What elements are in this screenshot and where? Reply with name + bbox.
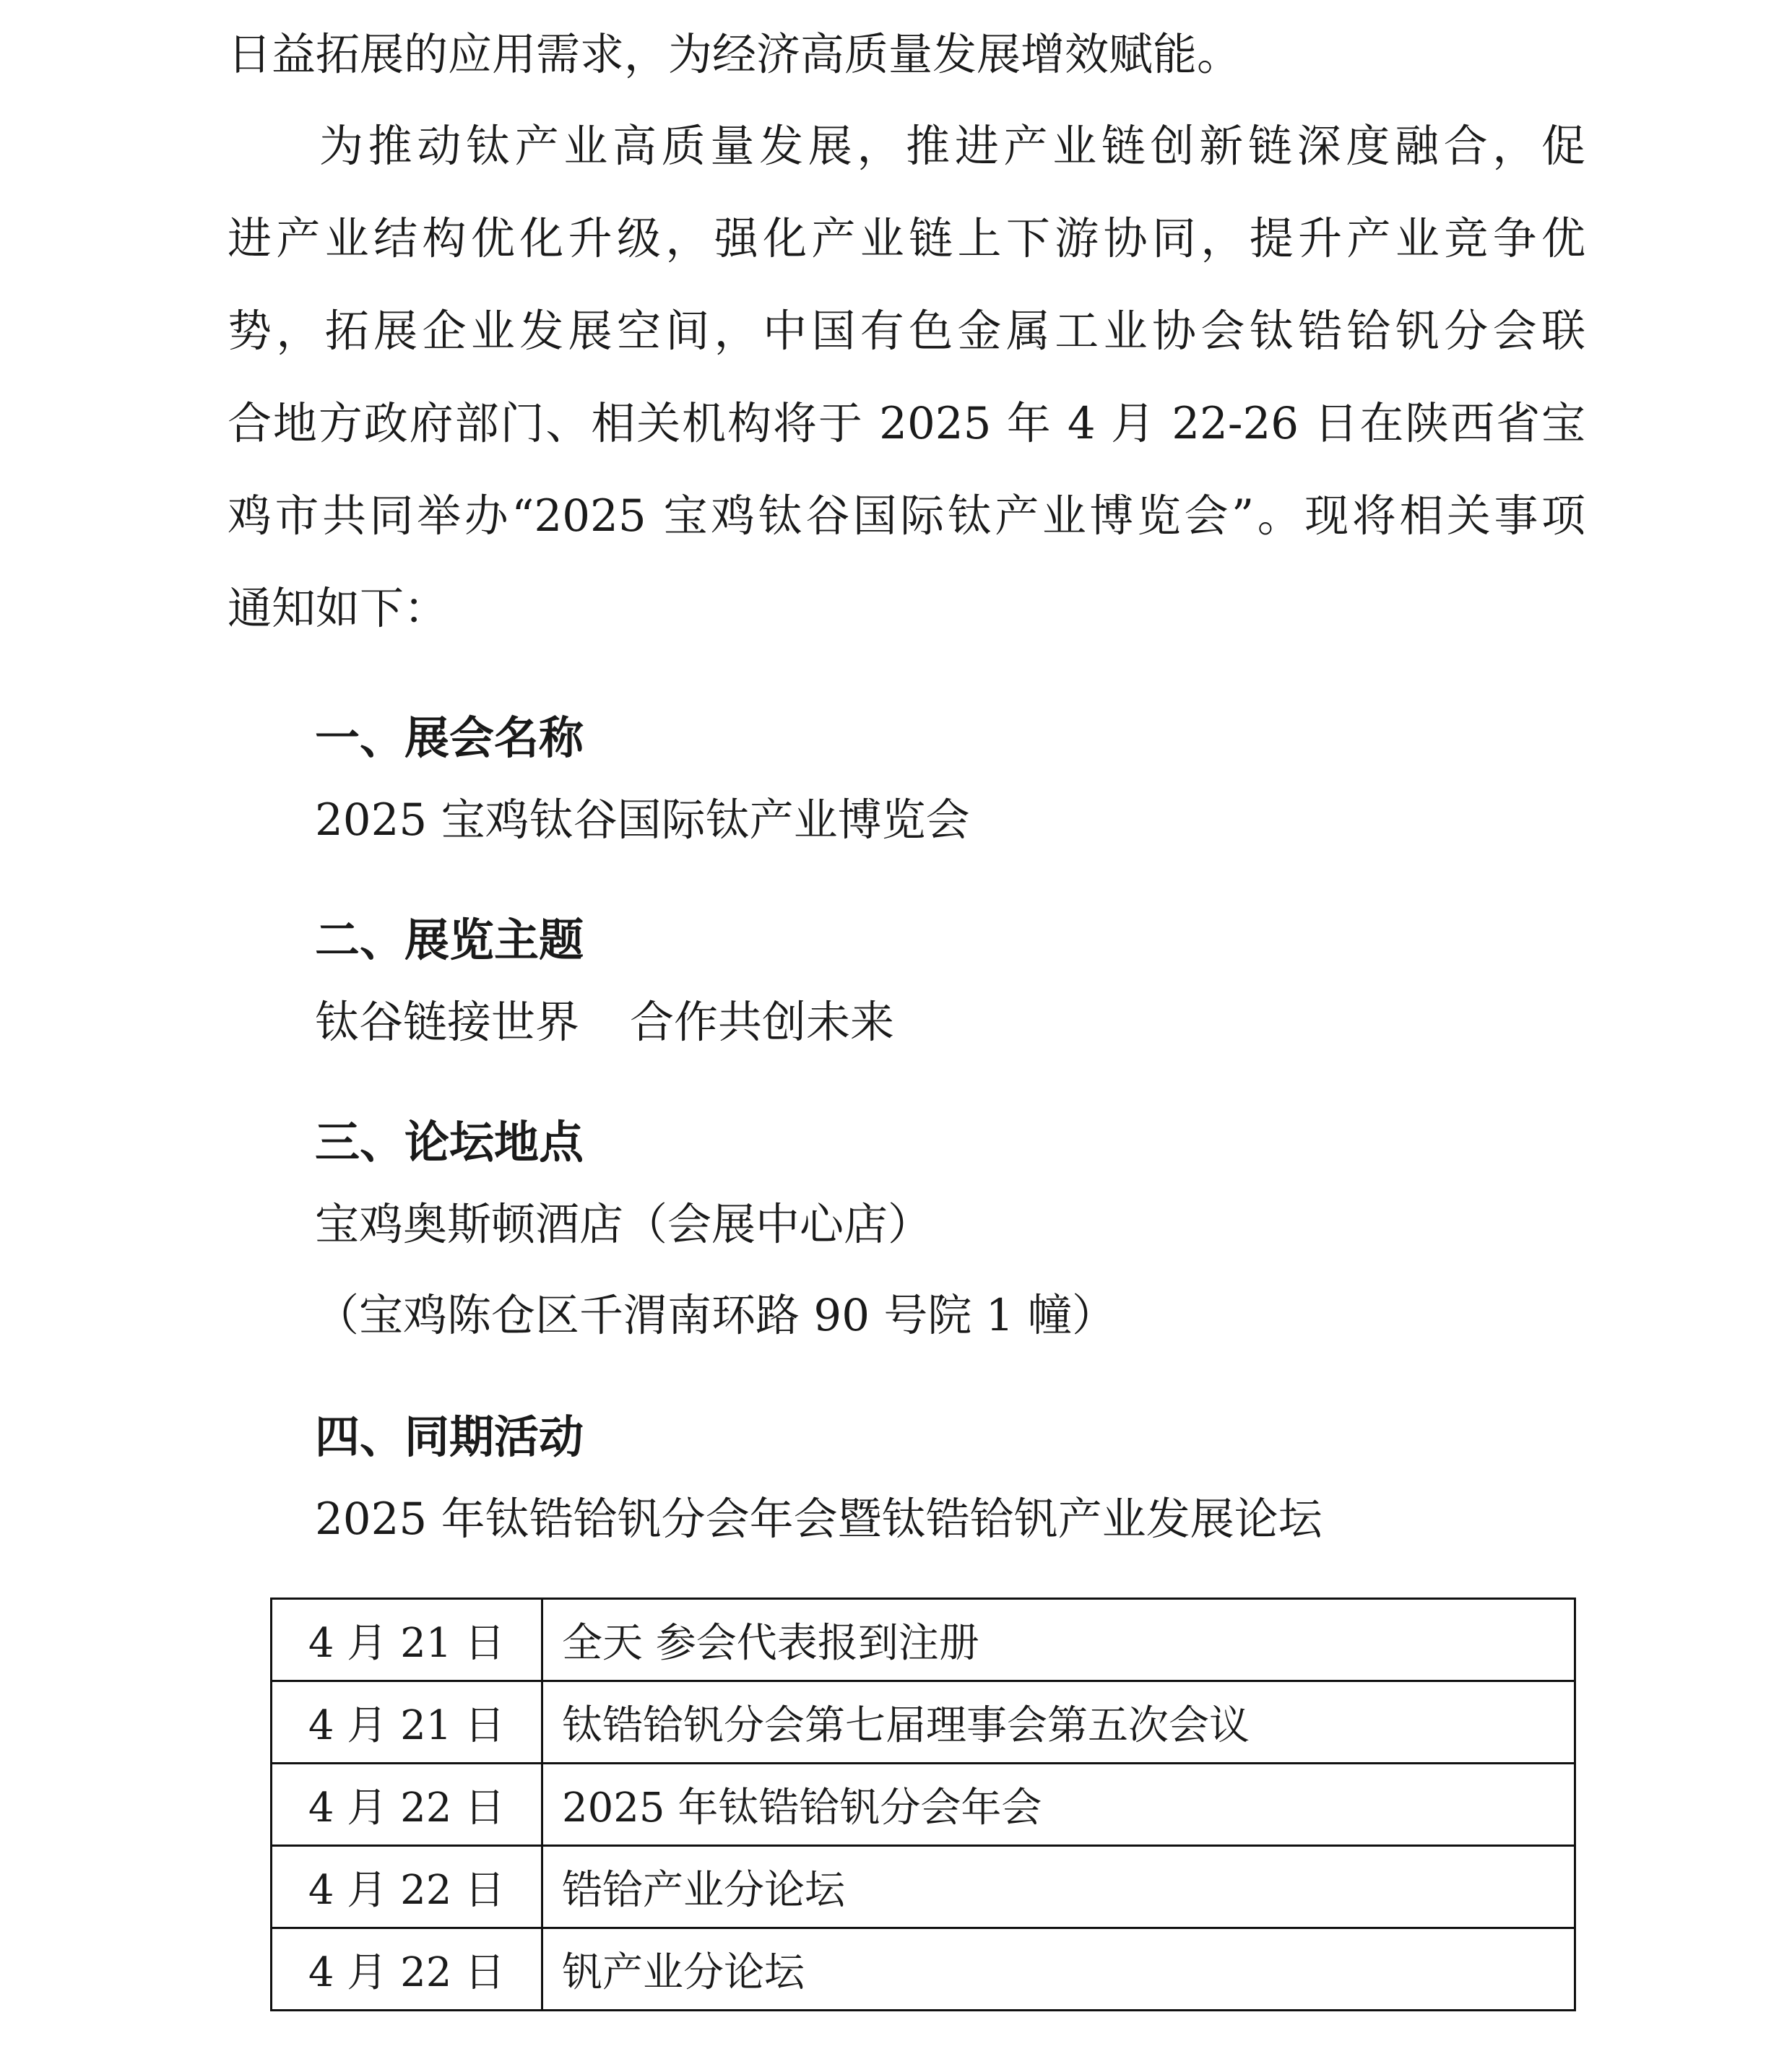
intro-line-3: 势，拓展企业发展空间，中国有色金属工业协会钛锆铪钒分会联 [228,305,1585,357]
section-heading-concurrent-events: 四、同期活动 [315,1410,584,1463]
section-heading-exhibition-theme: 二、展览主题 [315,914,584,966]
schedule-event: 2025 年钛锆铪钒分会年会 [542,1764,1575,1846]
section-heading-forum-location: 三、论坛地点 [315,1116,584,1169]
schedule-date: 4 月 22 日 [272,1846,542,1928]
forum-address-text: （宝鸡陈仓区千渭南环路 90 号院 1 幢） [315,1290,1116,1341]
table-row [272,1928,1575,2011]
theme-part-1: 钛谷链接世界 [315,997,580,1048]
forum-venue-text: 宝鸡奥斯顿酒店（会展中心店） [315,1199,932,1250]
schedule-event: 钛锆铪钒分会第七届理事会第五次会议 [542,1681,1575,1764]
intro-line-2: 进产业结构优化升级，强化产业链上下游协同，提升产业竞争优 [228,213,1585,264]
intro-line-4: 合地方政府部门、相关机构将于 2025 年 4 月 22-26 日在陕西省宝 [228,398,1585,449]
schedule-event: 钒产业分论坛 [542,1928,1575,2011]
paragraph-continued-line: 日益拓展的应用需求，为经济高质量发展增效赋能。 [228,29,1242,80]
schedule-event: 全天 参会代表报到注册 [542,1599,1575,1681]
schedule-date: 4 月 21 日 [272,1599,542,1681]
table-row [272,1764,1575,1846]
schedule-table [270,1598,1576,2011]
concurrent-events-text: 2025 年钛锆铪钒分会年会暨钛锆铪钒产业发展论坛 [315,1494,1323,1545]
theme-part-2: 合作共创未来 [630,997,895,1048]
schedule-date: 4 月 22 日 [272,1928,542,2011]
schedule-date: 4 月 22 日 [272,1764,542,1846]
table-row [272,1681,1575,1764]
intro-line-6: 通知如下： [228,583,449,634]
section-heading-exhibition-name: 一、展会名称 [315,711,584,764]
exhibition-name-text: 2025 宝鸡钛谷国际钛产业博览会 [315,794,970,846]
schedule-event: 锆铪产业分论坛 [542,1846,1575,1928]
intro-line-1: 为推动钛产业高质量发展，推进产业链创新链深度融合，促 [319,121,1585,172]
schedule-date: 4 月 21 日 [272,1681,542,1764]
intro-line-5: 鸡市共同举办“2025 宝鸡钛谷国际钛产业博览会”。现将相关事项 [228,490,1585,542]
table-row [272,1599,1575,1681]
exhibition-theme-text [315,994,894,1052]
table-row [272,1846,1575,1928]
